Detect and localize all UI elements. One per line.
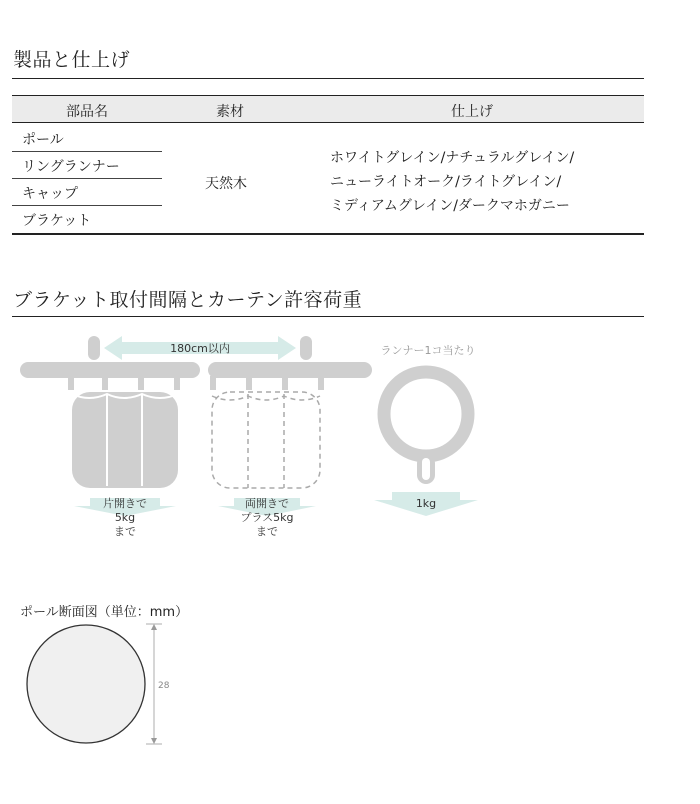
load-single-line1: 片開きで — [103, 497, 147, 510]
curtain-single — [72, 392, 178, 488]
runner-label: ランナー1コ当たり — [380, 344, 476, 357]
part-bracket: ブラケット — [22, 213, 92, 229]
bracket-left — [88, 336, 100, 360]
pole-right — [208, 362, 372, 378]
bracket-right — [300, 336, 312, 360]
finish-line-3: ミディアムグレイン/ダークマホガニー — [330, 198, 570, 214]
row-divider — [12, 178, 162, 179]
divider — [12, 316, 644, 317]
pole-diameter-value: 28 — [158, 681, 170, 691]
load-single-line2: 5kg — [114, 511, 136, 524]
load-single-line3: まで — [114, 525, 136, 538]
pole-section-title: ポール断面図（単位：mm） — [20, 605, 189, 620]
load-double-line1: 両開きで — [245, 497, 289, 510]
finish-line-2: ニューライトオーク/ライトグレイン/ — [330, 174, 562, 190]
finish-line-1: ホワイトグレイン/ナチュラルグレイン/ — [330, 150, 575, 166]
header-finish: 仕上げ — [451, 104, 493, 120]
section-title-products: 製品と仕上げ — [13, 49, 131, 71]
section-title-bracket-load: ブラケット取付間隔とカーテン許容荷重 — [13, 289, 363, 311]
load-double-line2: プラス5kg — [240, 511, 294, 524]
row-divider — [12, 205, 162, 206]
row-divider — [12, 151, 162, 152]
material-value: 天然木 — [205, 176, 247, 192]
divider — [12, 78, 644, 79]
curtain-double — [212, 392, 320, 488]
pole-cross-section — [27, 625, 145, 743]
pole-section-diagram — [10, 620, 210, 750]
load-runner-label: 1kg — [415, 497, 437, 510]
header-material: 素材 — [216, 104, 244, 120]
part-ring-runner: リングランナー — [22, 159, 120, 175]
load-double-line3: まで — [256, 525, 278, 538]
span-label: 180cm以内 — [170, 342, 230, 355]
pole-left — [20, 362, 200, 378]
header-part-name: 部品名 — [66, 104, 108, 120]
table-bottom-rule — [12, 233, 644, 235]
ring-runner — [384, 372, 468, 456]
bracket-load-diagram — [0, 330, 700, 590]
part-cap: キャップ — [22, 186, 78, 202]
part-pole: ポール — [22, 132, 64, 148]
table-header — [12, 95, 644, 123]
products-table — [12, 95, 644, 235]
